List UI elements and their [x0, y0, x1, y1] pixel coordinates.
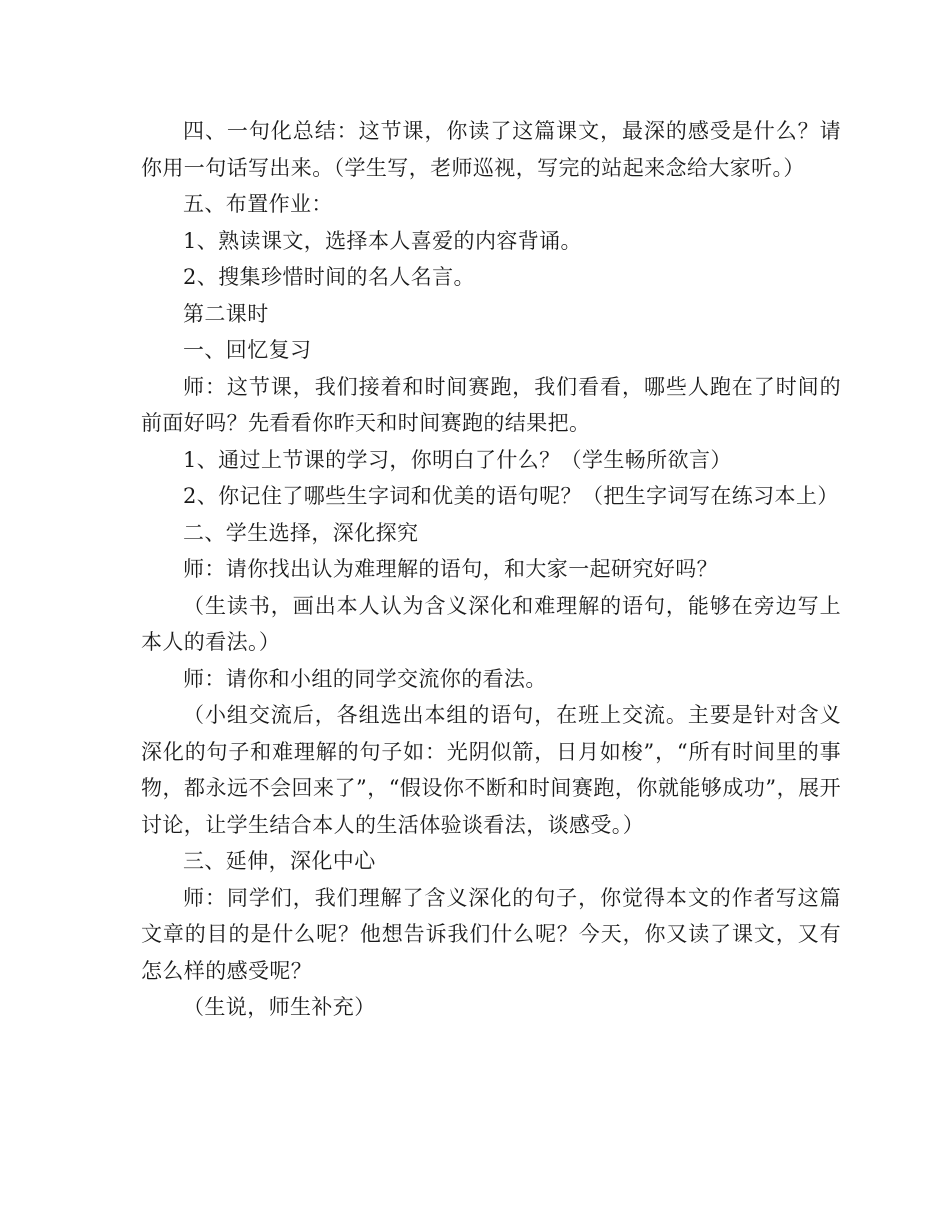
paragraph-teacher-group: 师：请你和小组的同学交流你的看法。	[183, 666, 547, 691]
paragraph-group-discussion: （小组交流后，各组选出本组的语句，在班上交流。主要是针对含义深化的句子和难理解的句子如：光阴似箭，日月如梭”，“所有时间里的事物，都永远不会回来了”，“假设你不断和时间赛跑，你就能够成功”，展开讨论，让学生结合本人的生活体验谈看法，谈感受。）	[141, 703, 841, 837]
paragraph-students-speak: （生说，师生补充）	[183, 995, 376, 1019]
heading-review: 一、回忆复习	[183, 338, 312, 362]
paragraph-teacher-intro: 师：这节课，我们接着和时间赛跑，我们看看，哪些人跑在了时间的前面好吗？先看看你昨天和时间赛跑的结果把。	[141, 374, 841, 435]
paragraph-teacher-purpose: 师：同学们，我们理解了含义深化的句子，你觉得本文的作者写这篇文章的目的是什么呢？他想告诉我们什么呢？今天，你又读了课文，又有怎么样的感受呢？	[141, 885, 841, 983]
heading-extend: 三、延伸，深化中心	[183, 849, 376, 873]
heading-homework: 五、布置作业：	[183, 192, 333, 216]
heading-second-lesson: 第二课时	[183, 301, 269, 326]
paragraph-summary: 四、一句化总结：这节课，你读了这篇课文，最深的感受是什么？请你用一句话写出来。（学生写，老师巡视，写完的站起来念给大家听。）	[141, 119, 841, 180]
list-item-review-1: 1、通过上节课的学习，你明白了什么？（学生畅所欲言）	[183, 447, 732, 472]
list-item-homework-1: 1、熟读课文，选择本人喜爱的内容背诵。	[183, 228, 582, 253]
list-item-homework-2: 2、搜集珍惜时间的名人名言。	[183, 265, 475, 289]
document-body	[141, 113, 841, 1026]
paragraph-teacher-find: 师：请你找出认为难理解的语句，和大家一起研究好吗？	[183, 557, 718, 581]
paragraph-student-read: （生读书，画出本人认为含义深化和难理解的语句，能够在旁边写上本人的看法。）	[141, 593, 841, 654]
heading-explore: 二、学生选择，深化探究	[183, 520, 419, 545]
list-item-review-2: 2、你记住了哪些生字词和优美的语句呢？（把生字词写在练习本上）	[183, 484, 839, 508]
